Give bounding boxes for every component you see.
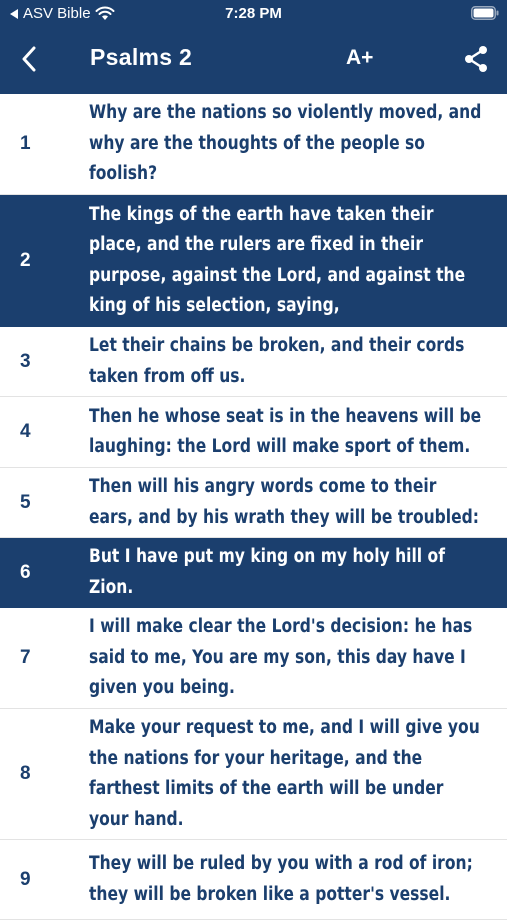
verse-row[interactable] bbox=[0, 327, 507, 397]
verse-row[interactable] bbox=[0, 608, 507, 709]
verse-number: 6 bbox=[20, 561, 31, 583]
verse-number: 2 bbox=[20, 249, 31, 271]
night-mode-button[interactable] bbox=[404, 44, 432, 74]
verse-text: The kings of the earth have taken their place, and the rulers are fixed in their purpose, against the Lord, and against the king of his selection, saying, bbox=[89, 203, 466, 316]
verse-text: But I have put my king on my holy hill of Zion. bbox=[89, 546, 445, 598]
verse-row[interactable] bbox=[0, 397, 507, 468]
share-button[interactable] bbox=[462, 44, 492, 74]
verse-row[interactable] bbox=[0, 94, 507, 195]
share-icon bbox=[462, 44, 490, 74]
verse-list bbox=[0, 94, 507, 920]
verse-row[interactable] bbox=[0, 840, 507, 920]
verse-text: Make your request to me, and I will give you the nations for your heritage, and the farthest limits of the earth will be under your hand. bbox=[89, 717, 480, 830]
verse-number: 7 bbox=[20, 647, 31, 668]
verse-number: 5 bbox=[20, 491, 31, 513]
nav-bar bbox=[0, 30, 507, 90]
font-size-button[interactable]: A+ bbox=[346, 46, 374, 69]
verse-number: 9 bbox=[20, 868, 31, 890]
verse-text-wrap bbox=[89, 200, 489, 322]
verse-text-wrap bbox=[89, 331, 489, 392]
verse-number: 8 bbox=[20, 763, 31, 784]
verse-row[interactable] bbox=[0, 195, 507, 327]
verse-number: 4 bbox=[20, 421, 31, 442]
verse-row[interactable] bbox=[0, 468, 507, 538]
header bbox=[0, 0, 507, 94]
verse-text-wrap bbox=[89, 542, 489, 603]
back-button[interactable] bbox=[14, 42, 44, 76]
battery-icon bbox=[471, 6, 499, 25]
moon-icon bbox=[404, 44, 432, 74]
chevron-left-icon bbox=[21, 46, 37, 72]
status-time: 7:28 PM bbox=[225, 5, 282, 22]
verse-text: I will make clear the Lord's decision: he has said to me, You are my son, this day have I given you being. bbox=[89, 616, 473, 699]
verse-text-wrap bbox=[89, 612, 489, 704]
status-bar bbox=[0, 0, 507, 28]
verse-number: 3 bbox=[20, 350, 31, 372]
verse-text: Then he whose seat is in the heavens will be laughing: the Lord will make sport of them. bbox=[89, 405, 482, 457]
verse-row[interactable] bbox=[0, 538, 507, 608]
back-app-label: ASV Bible bbox=[23, 5, 91, 22]
verse-text-wrap bbox=[89, 402, 489, 463]
verse-row[interactable] bbox=[0, 709, 507, 840]
verse-number: 1 bbox=[20, 133, 31, 154]
verse-text-wrap bbox=[89, 472, 489, 533]
page-title: Psalms 2 bbox=[90, 44, 193, 70]
verse-text: They will be ruled by you with a rod of iron; they will be broken like a potter's vessel. bbox=[89, 853, 473, 905]
verse-text: Let their chains be broken, and their cords taken from off us. bbox=[89, 335, 465, 387]
verse-text-wrap bbox=[89, 849, 489, 910]
verse-text-wrap bbox=[89, 713, 489, 835]
verse-text: Why are the nations so violently moved, and why are the thoughts of the people so foolish? bbox=[89, 102, 482, 185]
verse-text-wrap bbox=[89, 98, 489, 190]
verse-text: Then will his angry words come to their ears, and by his wrath they will be troubled: bbox=[89, 476, 480, 528]
